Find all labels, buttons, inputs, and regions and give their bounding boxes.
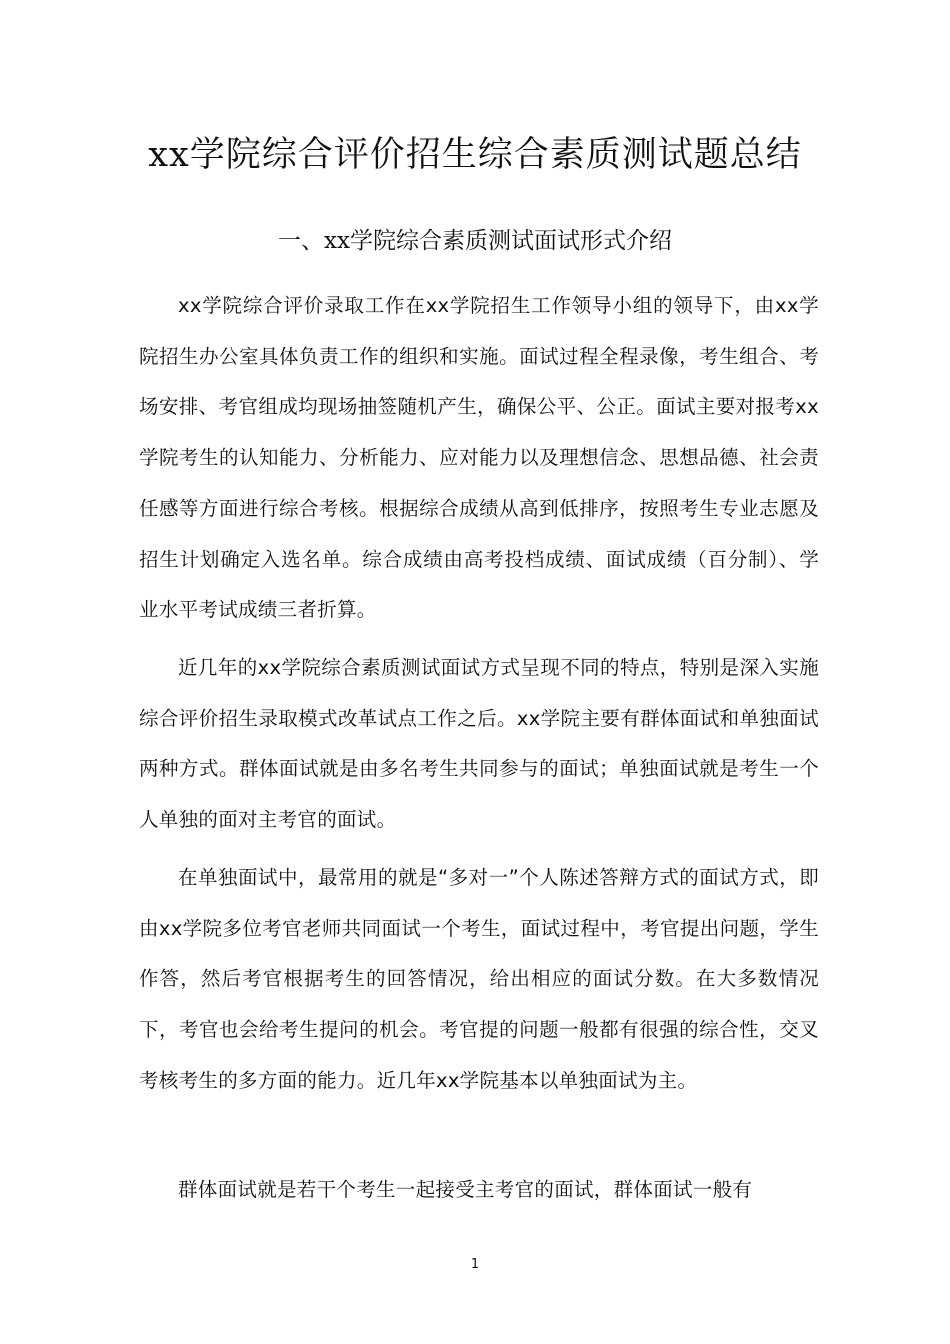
- paragraph: 近几年的xx学院综合素质测试面试方式呈现不同的特点，特别是深入实施综合评价招生录取模式改革试点工作之后。xx学院主要有群体面试和单独面试两种方式。群体面试就是由多名考生共同参与的面试；单独面试就是考生一个人单独的面对主考官的面试。: [139, 656, 819, 832]
- page-number: 1: [470, 1257, 480, 1272]
- paragraph: 在单独面试中，最常用的就是“多对一”个人陈述答辩方式的面试方式，即由xx学院多位考官老师共同面试一个考生，面试过程中，考官提出问题，学生作答，然后考官根据考生的回答情况，给出相应的面试分数。在大多数情况下，考官也会给考生提问的机会。考官提的问题一般都有很强的综合性，交叉考核考生的多方面的能力。近几年xx学院基本以单独面试为主。: [139, 866, 819, 1092]
- paragraph: 群体面试就是若干个考生一起接受主考官的面试，群体面试一般有: [178, 1178, 753, 1201]
- paragraph: xx学院综合评价录取工作在xx学院招生工作领导小组的领导下，由xx学院招生办公室具体负责工作的组织和实施。面试过程全程录像，考生组合、考场安排、考官组成均现场抽签随机产生，确保公平、公正。面试主要对报考xx学院考生的认知能力、分析能力、应对能力以及理想信念、思想品德、社会责任感等方面进行综合考核。根据综合成绩从高到低排序，按照考生专业志愿及招生计划确定入选名单。综合成绩由高考投档成绩、面试成绩（百分制）、学业水平考试成绩三者折算。: [139, 294, 819, 622]
- document-title: xx学院综合评价招生综合素质测试题总结: [148, 135, 802, 175]
- section-heading: 一、xx学院综合素质测试面试形式介绍: [278, 228, 672, 254]
